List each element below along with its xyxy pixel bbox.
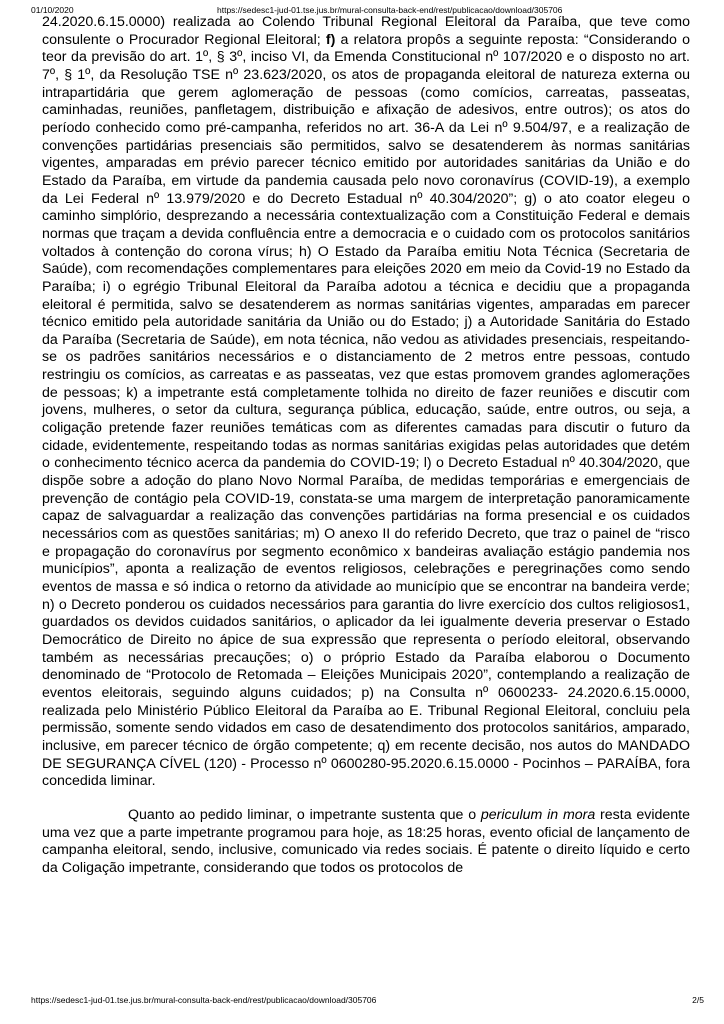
paragraph-2-part-b: resta evidente uma vez que a parte impetrante programou para hoje, as 18:25 horas, evento oficial de lançamento de campanha eleitoral, sendo, inclusive, comunicado via redes sociais. É patente o direito líquido e certo da Coligação impetrante, considerando que todos os protocolos de [42,806,690,876]
footer-url: https://sedesc1-jud-01.tse.jus.br/mural-consulta-back-end/rest/publicacao/download/305706 [31,995,377,1005]
paragraph-1-bold-marker: f) [325,31,336,48]
page-number: 2/5 [692,995,704,1005]
paragraph-1 [42,14,690,791]
paragraph-1-part-b: a relatora propôs a seguinte reposta: “Considerando o teor da previsão do art. 1º, § 3º, inciso VI, da Emenda Constitucional nº 107/2020 e o disposto no art. 7º, § 1º, da Resolução TSE nº 23.623/2020, os atos de propaganda eleitoral de natureza externa ou intrapartidária que gerem aglomeração de pessoas (como comícios, carreatas, passeatas, caminhadas, reuniões, panfletagem, distribuição e afixação de adesivos, entre outros); os atos do período conhecido como pré-campanha, referidos no art. 36-A da Lei nº 9.504/97, e a realização de convenções partidárias presenciais são permitidos, salvo se desatenderem às normas sanitárias vigentes, amparadas em prévio parecer técnico emitido por autoridades sanitárias da União e do Estado da Paraíba, em virtude da pandemia causada pelo novo coronavírus (COVID-19), a exemplo da Lei Federal nº 13.979/2020 e do Decreto Estadual nº 40.304/2020”; g) o ato coator elegeu o caminho simplório, desprezando a necessária contextualização com a Constituição Federal e demais normas que traçam a devida confluência entre a democracia e o cuidado com os protocolos sanitários voltados à contenção do corona vírus; h) O Estado da Paraíba emitiu Nota Técnica (Secretaria de Saúde), com recomendações complementares para eleições 2020 em meio da Covid-19 no Estado da Paraíba; i) o egrégio Tribunal Eleitoral da Paraíba adotou a técnica e decidiu que a propaganda eleitoral é permitida, salvo se desatenderem as normas sanitárias vigentes, amparadas em parecer técnico emitido pela autoridade sanitária da União ou do Estado; j) a Autoridade Sanitária do Estado da Paraíba (Secretaria de Saúde), em nota técnica, não vedou as atividades presenciais, respeitando-se os padrões sanitários necessários e o distanciamento de 2 metros entre pessoas, contudo restringiu os comícios, as carreatas e as passeatas, vez que estas promovem grandes aglomerações de pessoas; k) a impetrante está completamente tolhida no direito de fazer reuniões e discutir com jovens, mulheres, o setor da cultura, segurança pública, educação, saúde, entre outros, ou seja, a coligação pretende fazer reuniões temáticas com as diferentes camadas para discutir o futuro da cidade, evidentemente, respeitando todas as normas sanitárias exigidas pelas autoridades que detém o conhecimento técnico acerca da pandemia do COVID-19; l) o Decreto Estadual nº 40.304/2020, que dispõe sobre a adoção do plano Novo Normal Paraíba, de medidas temporárias e emergenciais de prevenção de contágio pela COVID-19, constata-se uma margem de interpretação panoramicamente capaz de salvaguardar a realização das convenções partidárias na forma presencial e os cuidados necessários com as questões sanitárias; m) O anexo II do referido Decreto, que traz o painel de “risco e propagação do coronavírus por segmento econômico x bandeiras avaliação estágio pandemia nos municípios”, aponta a realização de eventos religiosos, celebrações e peregrinações como sendo eventos de massa e só indica o retorno da atividade ao município que se encontrar na bandeira verde; n) o Decreto ponderou os cuidados necessários para garantia do livre exercício dos cultos religiosos1, guardados os devidos cuidados sanitários, o aplicador da lei igualmente deveria preservar o Estado Democrático de Direito no ápice de sua expressão que representa o período eleitoral, observando também as necessárias precauções; o) o próprio Estado da Paraíba elaborou o Documento denominado de “Protocolo de Retomada – Eleições Municipais 2020”, contemplando a realização de eventos eleitorais, seguindo alguns cuidados; p) na Consulta nº 0600233- 24.2020.6.15.0000, realizada pelo Ministério Público Eleitoral da Paraíba ao E. Tribunal Regional Eleitoral, concluiu pela permissão, somente sendo vidados em caso de desatendimento dos protocolos sanitários, amparado, inclusive, em parecer técnico de órgão competente; q) em recente decisão, nos autos do MANDADO DE SEGURANÇA CÍVEL (120) - Processo nº 0600280-95.2020.6.15.0000 - Pocinhos – PARAÍBA, fora concedida liminar. [42,31,690,790]
paragraph-2-italic-term: periculum in mora [480,806,596,823]
document-body [42,14,690,878]
paragraph-2-part-a: Quanto ao pedido liminar, o impetrante sustenta que o [128,806,481,823]
header-url: https://sedesc1-jud-01.tse.jus.br/mural-consulta-back-end/rest/publicacao/download/305706 [217,5,563,15]
print-date: 01/10/2020 [31,5,74,15]
page-footer [31,994,704,1006]
paragraph-2 [42,807,690,878]
paragraph-1-part-a: 24.2020.6.15.0000) realizada ao Colendo Tribunal Regional Eleitoral da Paraíba, que teve como consulente o Procurador Regional Eleitoral; [42,14,690,48]
